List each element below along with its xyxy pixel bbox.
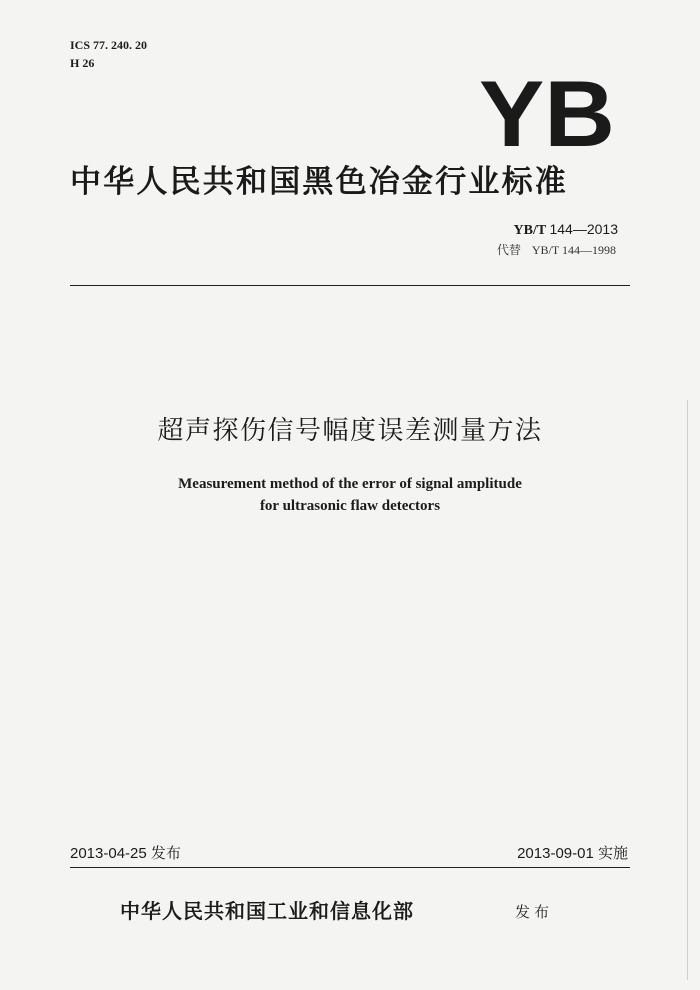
implementation-date: 2013-09-01 实施 xyxy=(517,845,628,862)
title-chinese: 超声探伤信号幅度误差测量方法 xyxy=(157,416,543,446)
scan-edge-line xyxy=(687,400,688,980)
standard-number xyxy=(514,221,618,239)
yb-logo-text: YB xyxy=(479,74,615,150)
standard-number-value: 144—2013 xyxy=(549,221,618,237)
top-divider xyxy=(70,285,630,286)
replaces-label: 代替 xyxy=(496,243,521,257)
title-english-line-1: Measurement method of the error of signal amplitude xyxy=(178,476,522,492)
issuer-action: 发布 xyxy=(515,903,554,921)
replaces-value: YB/T 144—1998 xyxy=(531,243,616,257)
replaces-standard xyxy=(497,243,616,257)
ics-code: ICS 77. 240. 20 xyxy=(70,38,148,52)
issue-date: 2013-04-25 发布 xyxy=(70,845,181,862)
title-english-line-2: for ultrasonic flaw detectors xyxy=(259,498,441,514)
yb-logo xyxy=(478,74,616,150)
issuer-name: 中华人民共和国工业和信息化部 xyxy=(120,899,414,923)
bottom-divider xyxy=(70,867,630,868)
standard-number-prefix: YB/T xyxy=(513,223,546,238)
ccs-code: H 26 xyxy=(70,56,95,70)
org-title: 中华人民共和国黑色冶金行业标准 xyxy=(70,164,568,200)
title-english xyxy=(0,473,700,517)
